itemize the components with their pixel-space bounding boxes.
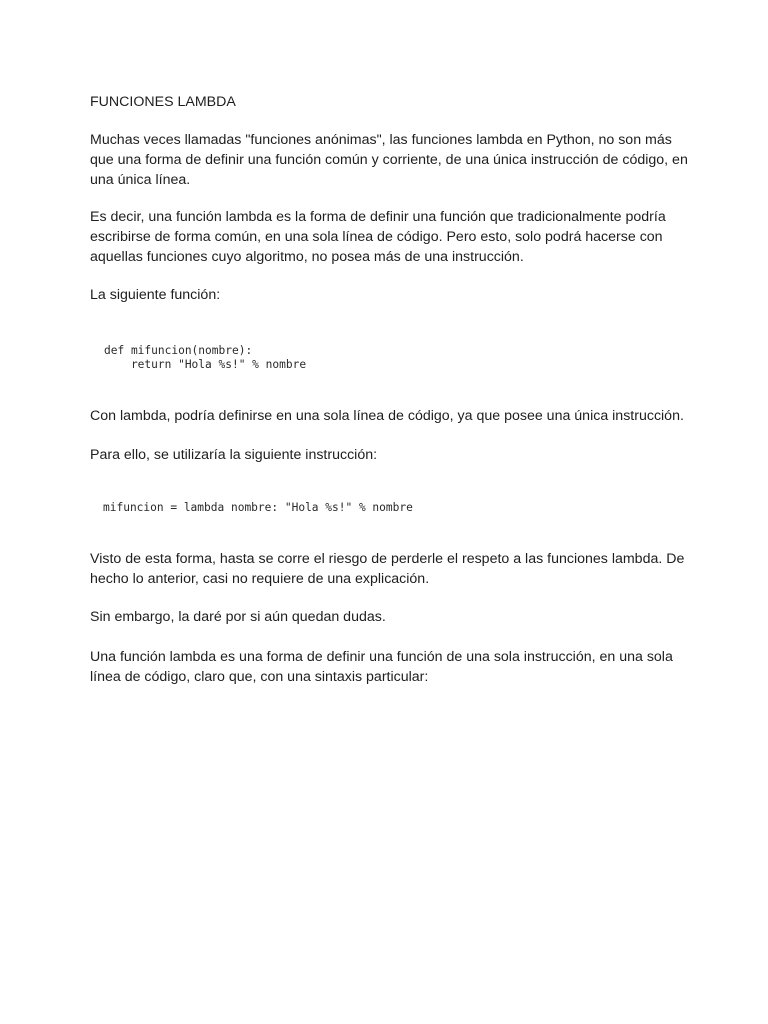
paragraph-explanation: Es decir, una función lambda es la forma de definir una función que tradicionalmente podría escribirse de forma común, en una sola línea de código. Pero esto, solo podrá hacerse con aquellas funciones cuyo algoritmo, no posea más de una instrucción. — [90, 209, 666, 265]
document-title: FUNCIONES LAMBDA — [90, 94, 236, 110]
paragraph-following-instruction: Para ello, se utilizaría la siguiente instrucción: — [90, 447, 378, 463]
paragraph-lambda-definition: Una función lambda es una forma de definir una función de una sola instrucción, en una sola línea de código, claro que, con una sintaxis particular: — [90, 649, 673, 685]
paragraph-respect-warning: Visto de esta forma, hasta se corre el riesgo de perderle el respeto a las funciones lambda. De hecho lo anterior, casi no requiere de una explicación. — [90, 551, 685, 587]
paragraph-remaining-doubts: Sin embargo, la daré por si aún quedan dudas. — [90, 609, 386, 625]
paragraph-lambda-single-line: Con lambda, podría definirse en una sola línea de código, ya que posee una única instrucción. — [90, 408, 684, 424]
paragraph-following-function: La siguiente función: — [90, 287, 221, 303]
code-line: def mifuncion(nombre): — [104, 344, 253, 357]
code-line: return "Hola %s!" % nombre — [104, 358, 307, 371]
code-line: mifuncion = lambda nombre: "Hola %s!" % nombre — [103, 501, 413, 514]
paragraph-intro: Muchas veces llamadas "funciones anónimas", las funciones lambda en Python, no son más que una forma de definir una función común y corriente, de una única instrucción de código, en una única línea. — [90, 132, 688, 188]
